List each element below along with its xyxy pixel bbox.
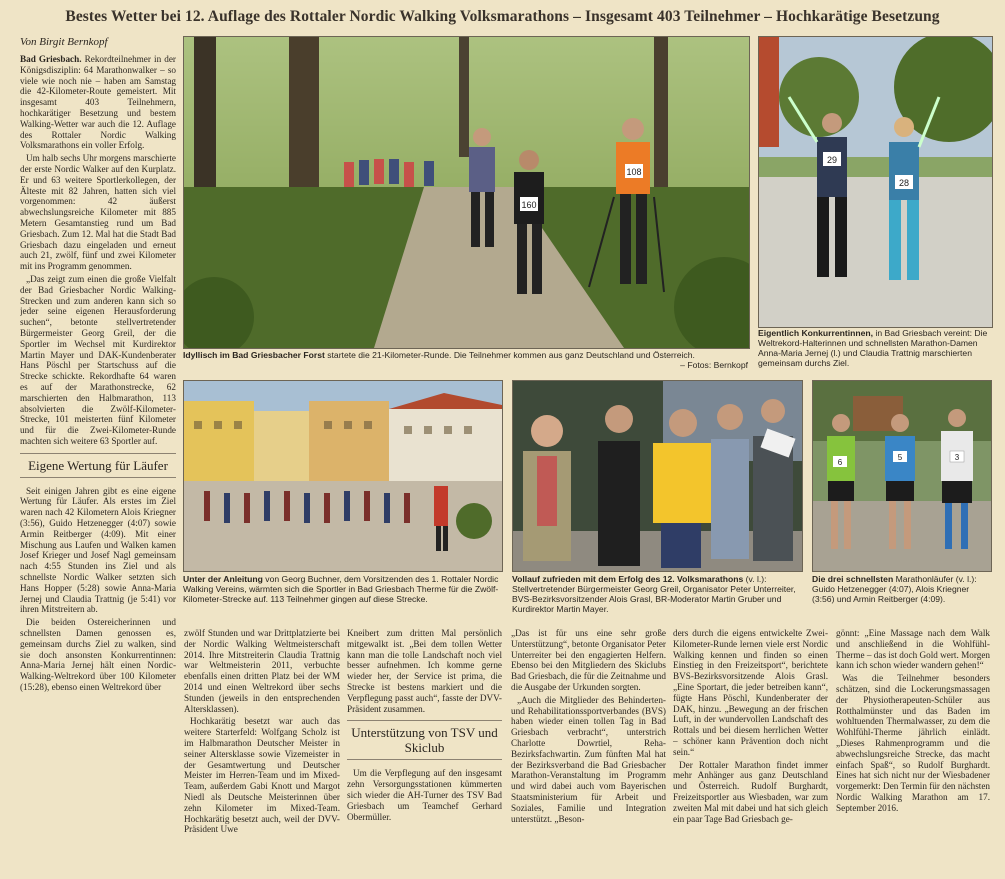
col2-p1: zwölf Stunden und war Drittplatzierte bei der Nordic Walking Weltmeisterschaft 2014. Ihre Mitstreiterin Claudia Trattnig war Weltmeisterin 2011, verbuchte ebenfalls einen dritten Platz bei der WM 2014 und einen Weltrekord über sechs Stunden (jeweils in den entsprechenden Altersklassen). — [184, 628, 340, 714]
bib-5: 5 — [897, 453, 903, 462]
caption-warmup-text: von Georg Buchner, dem Vorsitzenden des 1. Rottaler Nordic Walking Vereins, wärmten sich die Sportler in Bad Griesbach Therme für die Zwölf-Kilometer-Strecke auf. 113 Teilnehmer gingen auf diese Strecke. — [183, 574, 499, 604]
photo-warmup — [183, 380, 503, 572]
column-3 — [347, 628, 502, 873]
caption-officials — [512, 574, 801, 614]
dateline: Bad Griesbach. — [20, 54, 82, 64]
photo-credit: – Fotos: Bernkopf — [680, 360, 748, 370]
col1-p4: Seit einigen Jahren gibt es eine eigene Wertung für Läufer. Als erstes im Ziel waren nach 42 Kilometern Alois Kriegner (3:56), Guido Hetzenegger (4:07) sowie Armin Reitberger (4:09). Mit einer Mischung aus Laufen und Walken kamen Josef Krieger und Josef Nagl gemeinsam nach 4:55 Stunden ins Ziel und als schnellste Nordic Walker setzten sich Hans Hopper (5:28) sowie Anna-Maria Jernej und Claudia Trattnig (je 5:41) vor ihren Mitstreitern ab. — [20, 485, 176, 615]
bib-29: 29 — [826, 155, 838, 165]
col5-p1: ders durch die eigens entwickelte Zwei-Kilometer-Runde lernen viele erst Nordic Walking kennen und finden so einen Einstieg in den Freizeitsport“, berichtete BVS-Bezirksvorsitzende Alois Grasl. „Eine Sportart, die jeder betreiben kann“, fügte Hans Pöschl, Kundenberater der DAK, hinzu. „Bewegung an der frischen Luft, in der wundervollen Landschaft des Rottals und bei diesem herrlichen Wetter – schöner kann Prävention doch nicht sein.“ — [673, 628, 828, 757]
caption-runners — [812, 574, 990, 604]
column-1 — [20, 54, 176, 869]
caption-women — [758, 328, 991, 368]
col2-p2: Hochkarätig besetzt war auch das weitere Starterfeld: Wolfgang Scholz ist im Halbmarathon Deutscher Meister in seiner Altersklasse sowie Vizemeister in der Gesamtwertung und Deutscher Meister im Herren-Team und im Mixed-Team, außerdem Gabi Knott und Margot Niedl als Deutsche Meisterinnen über zehn Kilometer im Mixed-Team. Hochkarätig besetzt auch, weil der DVV-Präsident Uwe — [184, 716, 340, 835]
caption-forest-text: startete die 21-Kilometer-Runde. Die Teilnehmer kommen aus ganz Deutschland und Österreich. — [324, 350, 695, 360]
col3-p1: Kneibert zum dritten Mal persönlich mitgewalkt ist. „Bei dem tollen Wetter kann man die tolle Landschaft noch viel besser aufnehmen. Ich komme gerne wieder her, der Service ist prima, die Strecke ist bestens markiert und die Verpflegung passt auch“, fasste der DVV-Präsident zusammen. — [347, 628, 502, 714]
col1-p5: Die beiden Ostereicherinnen und schnellsten Damen genossen es, gemeinsam durchs Ziel zu walken, sind sie doch ansonsten Konkurrentinnen: Anna-Maria Jernej hält einen Nordic-Walking-Weltrekord über 100 Kilometer (15:28), ebenso einen Weltrekord über — [20, 617, 176, 693]
col6-p2: Was die Teilnehmer besonders schätzen, sind die Lockerungsmassagen der Physiotherapeuten-Schüler aus Rotthalmünster und das Baden im wohltuenden Thermalwasser, zu dem die Wohlfühl-Therme jährlich einlädt. „Dieses Rahmenprogramm und die abwechslungsreiche Strecke, das macht einfach Spaß“, so Rudolf Burghardt. Eines hat sich nicht nur der Wiesbadener vorgemerkt: Den Termin für den nächsten Nordic Walking Marathon am 17. September 2016. — [836, 673, 990, 813]
col3-p2: Um die Verpflegung auf den insgesamt zehn Versorgungsstationen kümmerten sich wieder die AH-Turner des TSV Bad Griesbach um Teamchef Gerhard Obermüller. — [347, 768, 502, 822]
caption-officials-lead: Vollauf zufrieden mit dem Erfolg des 12. Volksmarathons — [512, 574, 744, 584]
subhead-tsv-skiclub: Unterstützung von TSV und Skiclub — [347, 720, 502, 760]
caption-officials-text: (v. l.): Stellvertretender Bürgermeister Georg Greil, Organisator Peter Unterreiter, BVS-Bezirksvorsitzender Alois Grasl, BR-Moderator Martin Gruber und Kurdirektor Martin Mayer. — [512, 574, 796, 614]
headline: Bestes Wetter bei 12. Auflage des Rottaler Nordic Walking Volksmarathons – Insgesamt 403 Teilnehmer – Hochkarätige Besetzung — [65, 8, 940, 25]
caption-runners-text: Marathonläufer (v. l.): Guido Hetzenegger (4:07), Alois Kriegner (3:56) und Armin Reitberger (4:09). — [812, 574, 977, 604]
caption-forest-lead: Idyllisch im Bad Griesbacher Forst — [183, 350, 325, 360]
bib-6: 6 — [837, 458, 843, 467]
column-2 — [184, 628, 340, 873]
caption-forest — [183, 350, 748, 370]
column-5 — [673, 628, 828, 873]
subhead-laeufer: Eigene Wertung für Läufer — [20, 453, 176, 478]
bib-160: 160 — [521, 200, 537, 210]
bib-3: 3 — [954, 453, 960, 462]
col4-p1: „Das ist für uns eine sehr große Unterstützung“, betonte Organisator Peter Unterreiter bei den engagierten Helfern. Ebenso bei den Mitgliedern des Skiclubs Bad Griesbach, die für die Zeitnahme und die Ausgabe der Urkunden sorgten. — [511, 628, 666, 692]
bib-108: 108 — [626, 167, 642, 177]
byline: Von Birgit Bernkopf — [20, 36, 108, 48]
caption-warmup-lead: Unter der Anleitung — [183, 574, 263, 584]
col5-p2: Der Rottaler Marathon findet immer mehr Anhänger aus ganz Deutschland und Österreich. Rudolf Burghardt, Freizeitsportler aus Wiesbaden, war zum zweiten Mal mit dabei und hat sich gleich ein paar Tage Bad Griesbach ge- — [673, 759, 828, 824]
photo-officials — [512, 380, 803, 572]
caption-warmup — [183, 574, 501, 604]
caption-runners-lead: Die drei schnellsten — [812, 574, 894, 584]
column-4 — [511, 628, 666, 873]
col6-p1: gönnt: „Eine Massage nach dem Walk und anschließend in die Wohlfühl-Therme – das ist doch Gold wert. Morgen kann ich schon wieder wandern gehen!“ — [836, 628, 990, 671]
bib-28: 28 — [898, 178, 910, 188]
photo-women — [758, 36, 993, 328]
caption-women-lead: Eigentlich Konkurrentinnen, — [758, 328, 874, 338]
photo-forest — [183, 36, 750, 349]
col1-p3: „Das zeigt zum einen die große Vielfalt der Bad Griesbacher Nordic Walking-Strecken und zum anderen kann sich so jeder seine eigenen Herausforderung suchen“, betonte stellvertretender Bürgermeister Georg Greil, der die Sportler im Wechsel mit Kurdirektor Martin Mayer und DAK-Kundenberater Hans Pöschl per Startschuss auf die Strecke schickte. Rekordhafte 64 waren es auf der Marathonstrecke, 62 marschierten den Halbmarathon, 113 absolvierten die Zwölf-Kilometer-Strecke, 101 meisterten fünf Kilometer und für die Zwei-Kilometer-Runde machten sich weitere 63 Sportler auf. — [20, 273, 176, 446]
caption-women-text: in Bad Griesbach vereint: Die Weltrekord-Halterinnen und schnellsten Marathon-Damen Anna-Maria Jernej (l.) und Claudia Trattnig marschierten gemeinsam durchs Ziel. — [758, 328, 988, 368]
col1-p2: Um halb sechs Uhr morgens marschierte der erste Nordic Walker auf den Kurplatz. Er und 63 weitere Sportlerkollegen, der Älteste mit 82 Jahren, hatten sich viel vorgenommen: 42 äußerst abwechslungsreiche Kilometer mit 885 Metern Gesamtanstieg rund um Bad Griesbach. Zum 12. Mal hat die Stadt Bad Griesbach dazu eingeladen und erneut auch 21, zwölf, fünf und zwei Kilometer mit ins Programm genommen. — [20, 153, 176, 272]
col1-p1: Rekordteilnehmer in der Königsdisziplin: 64 Marathonwalker – so viele wie noch nie – haben am Samstag die 42-Kilometer-Route gemeistert. Mit insgesamt 403 Teilnehmern, hochkarätiger Besetzung und bestem Walking-Wetter war auch die 12. Auflage des Rottaler Nordic Walking Volksmarathons ein voller Erfolg. — [20, 54, 176, 151]
column-6 — [836, 628, 990, 873]
photo-runners — [812, 380, 992, 572]
col4-p2: „Auch die Mitglieder des Behinderten- und Rehabilitationssportverbandes (BVS) haben wieder einen tollen Tag in Bad Griesbach verbracht“, unterstrich Charlotte Dowrtiel, Reha-Bezirksfachwartin. Zum fünften Mal hat der Bezirksverband die Bad Griesbacher Marathon-Veranstaltung im Programm und wird dabei auch vom Bayerischen Staatsministerium für Arbeit und Soziales, Familie und Integration unterstützt. „Beson- — [511, 694, 666, 824]
